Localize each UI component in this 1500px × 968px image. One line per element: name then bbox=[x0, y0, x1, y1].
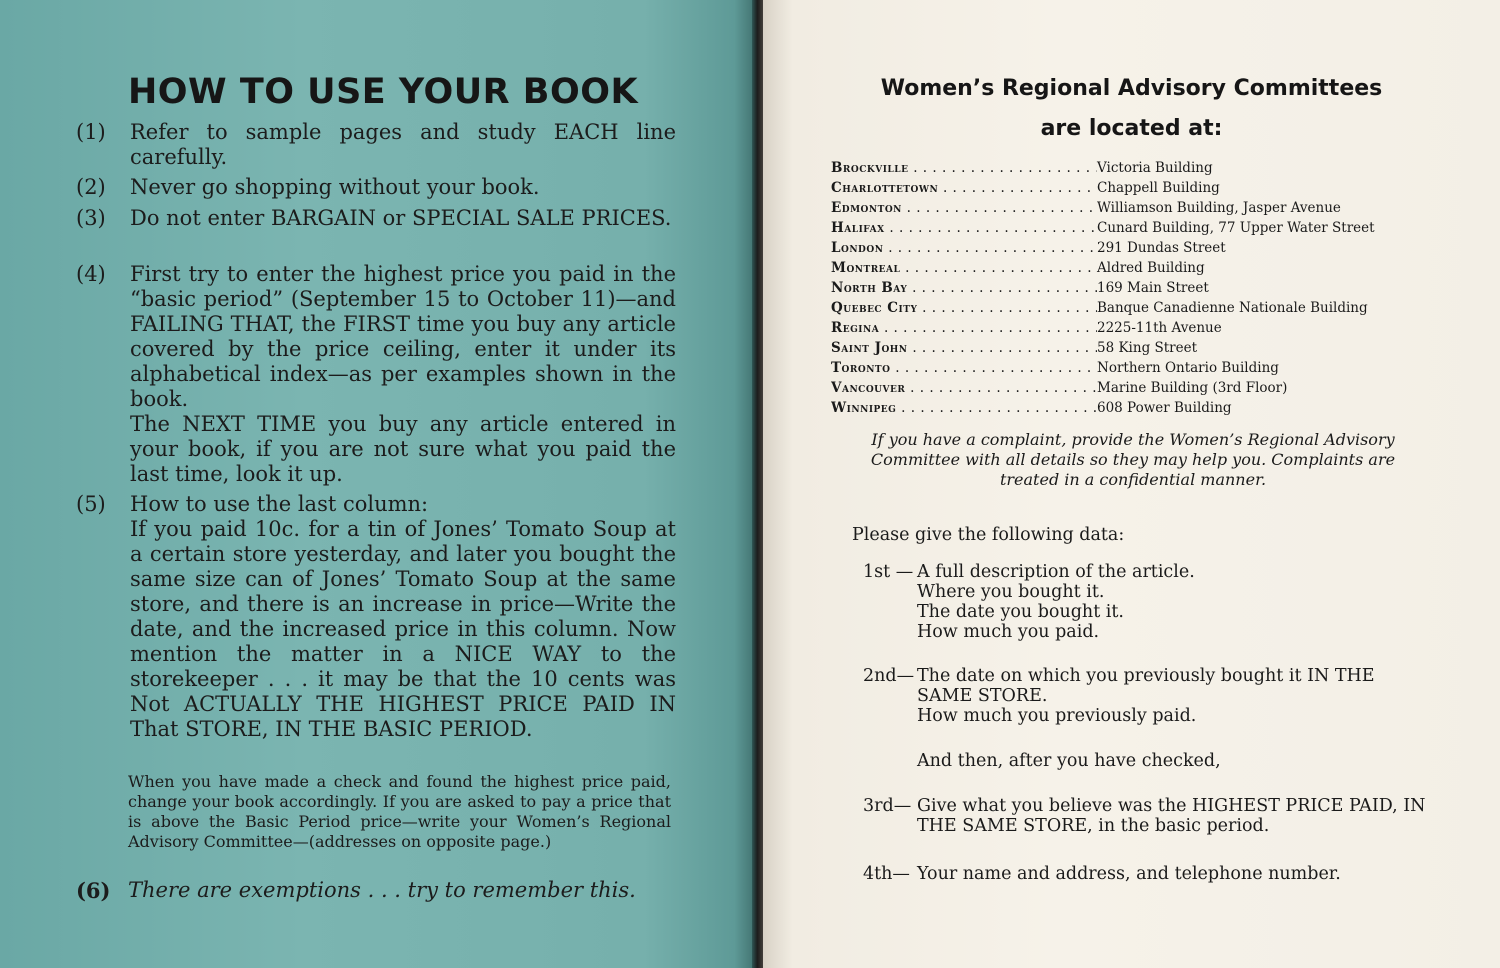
committees-title: Women’s Regional Advisory Committees bbox=[880, 76, 1383, 101]
office-row bbox=[831, 298, 1431, 318]
item-number: (2) bbox=[76, 175, 106, 199]
office-city: Montreal . . . bbox=[831, 258, 1097, 278]
office-address: Cunard Building, 77 Upper Water Street bbox=[1097, 220, 1375, 236]
office-row bbox=[831, 218, 1431, 238]
instruction-text: Do not enter BARGAIN or SPECIAL SALE PRICES. bbox=[130, 206, 672, 230]
office-address: 2225-11th Avenue bbox=[1097, 320, 1222, 336]
office-city: Quebec City . . . bbox=[831, 298, 1097, 318]
instruction-item bbox=[130, 262, 676, 487]
step-line: How much you paid. bbox=[917, 622, 1100, 642]
office-address: Northern Ontario Building bbox=[1097, 360, 1279, 376]
office-row bbox=[831, 238, 1431, 258]
after-checked-text: And then, after you have checked, bbox=[917, 751, 1221, 771]
step-ordinal: 2nd— bbox=[863, 666, 915, 686]
item-number: (3) bbox=[76, 206, 106, 230]
step-line: How much you previously paid. bbox=[917, 706, 1197, 726]
step-line: Give what you believe was the HIGHEST PRICE PAID, IN THE SAME STORE, in the basic period. bbox=[917, 796, 1426, 836]
office-city: Halifax . . . bbox=[831, 218, 1097, 238]
office-address: Marine Building (3rd Floor) bbox=[1097, 380, 1288, 396]
office-city: Regina . . . bbox=[831, 318, 1097, 338]
instruction-text: How to use the last column: bbox=[130, 492, 429, 516]
instruction-item bbox=[130, 492, 676, 742]
instruction-item bbox=[130, 175, 676, 200]
office-row bbox=[831, 158, 1431, 178]
data-request-intro: Please give the following data: bbox=[852, 525, 1125, 545]
office-city: London . . . bbox=[831, 238, 1097, 258]
instruction-item bbox=[130, 206, 676, 231]
instruction-text-continued: The NEXT TIME you buy any article entered in your book, if you are not sure what you paid the last time, look it up. bbox=[130, 412, 676, 486]
office-city: Brockville . . . bbox=[831, 158, 1097, 178]
office-row bbox=[831, 338, 1431, 358]
complaint-note: If you have a complaint, provide the Women’s Regional Advisory Committee with all details so they may help you. Complaints are treated in a confidential manner. bbox=[870, 430, 1396, 489]
step-line: Where you bought it. bbox=[917, 582, 1105, 602]
office-row bbox=[831, 398, 1431, 418]
office-city: Charlottetown . . . bbox=[831, 178, 1097, 198]
office-address: Chappell Building bbox=[1097, 180, 1220, 196]
office-address: 608 Power Building bbox=[1097, 400, 1232, 416]
office-row bbox=[831, 258, 1431, 278]
data-step bbox=[863, 864, 1433, 884]
page-title: HOW TO USE YOUR BOOK bbox=[128, 72, 639, 112]
instruction-text: Never go shopping without your book. bbox=[130, 175, 540, 199]
item-number: (6) bbox=[76, 878, 111, 903]
item-number: (1) bbox=[76, 120, 106, 144]
data-step bbox=[863, 562, 1433, 642]
item-number: (5) bbox=[76, 492, 106, 516]
office-city: North Bay . . . bbox=[831, 278, 1097, 298]
step-line: A full description of the article. bbox=[917, 562, 1195, 582]
data-step bbox=[863, 796, 1433, 836]
step-line: Your name and address, and telephone number. bbox=[917, 864, 1341, 884]
check-note: When you have made a check and found the highest price paid, change your book accordingly. If you are asked to pay a price that is above the Basic Period price—write your Women’s Regional Advisory Committee—(addresses on opposite page.) bbox=[128, 772, 671, 851]
office-row bbox=[831, 358, 1431, 378]
step-ordinal: 3rd— bbox=[863, 796, 912, 816]
right-page bbox=[763, 0, 1500, 968]
step-line: The date you bought it. bbox=[917, 602, 1124, 622]
office-address: 58 King Street bbox=[1097, 340, 1198, 356]
office-address: 169 Main Street bbox=[1097, 280, 1209, 296]
instruction-text: First try to enter the highest price you paid in the “basic period” (September 15 to October 11)—and FAILING THAT, the FIRST time you buy any article covered by the price ceiling, enter it under its alphabetical index—as per examples shown in the book. bbox=[130, 262, 676, 411]
office-row bbox=[831, 378, 1431, 398]
office-row bbox=[831, 178, 1431, 198]
office-city: Edmonton . . . bbox=[831, 198, 1097, 218]
office-address: Williamson Building, Jasper Avenue bbox=[1097, 200, 1341, 216]
instruction-text: Refer to sample pages and study EACH line carefully. bbox=[130, 120, 676, 169]
step-ordinal: 1st — bbox=[863, 562, 914, 582]
office-address: Aldred Building bbox=[1097, 260, 1205, 276]
office-address: 291 Dundas Street bbox=[1097, 240, 1226, 256]
office-address: Banque Canadienne Nationale Building bbox=[1097, 300, 1368, 316]
committees-subtitle: are located at: bbox=[1040, 116, 1223, 141]
office-city: Winnipeg . . . bbox=[831, 398, 1097, 418]
office-city: Vancouver . . . bbox=[831, 378, 1097, 398]
office-city: Toronto . . . bbox=[831, 358, 1097, 378]
step-ordinal: 4th— bbox=[863, 864, 910, 884]
office-row bbox=[831, 198, 1431, 218]
office-list bbox=[831, 158, 1431, 418]
instruction-item bbox=[130, 120, 676, 170]
office-row bbox=[831, 278, 1431, 298]
instruction-text-continued: If you paid 10c. for a tin of Jones’ Tomato Soup at a certain store yesterday, and later you bought the same size can of Jones’ Tomato Soup at the same store, and there is an increase in price—Write the date, and the increased price in this column. Now mention the matter in a NICE WAY to the storekeeper . . . it may be that the 10 cents was Not ACTUALLY THE HIGHEST PRICE PAID IN That STORE, IN THE BASIC PERIOD. bbox=[130, 517, 676, 741]
item-number: (4) bbox=[76, 262, 106, 286]
exemptions-note: There are exemptions . . . try to remember this. bbox=[128, 878, 636, 902]
step-line: The date on which you previously bought it IN THE SAME STORE. bbox=[917, 666, 1375, 706]
office-address: Victoria Building bbox=[1097, 160, 1213, 176]
data-step bbox=[863, 666, 1433, 726]
office-city: Saint John . . . bbox=[831, 338, 1097, 358]
office-row bbox=[831, 318, 1431, 338]
